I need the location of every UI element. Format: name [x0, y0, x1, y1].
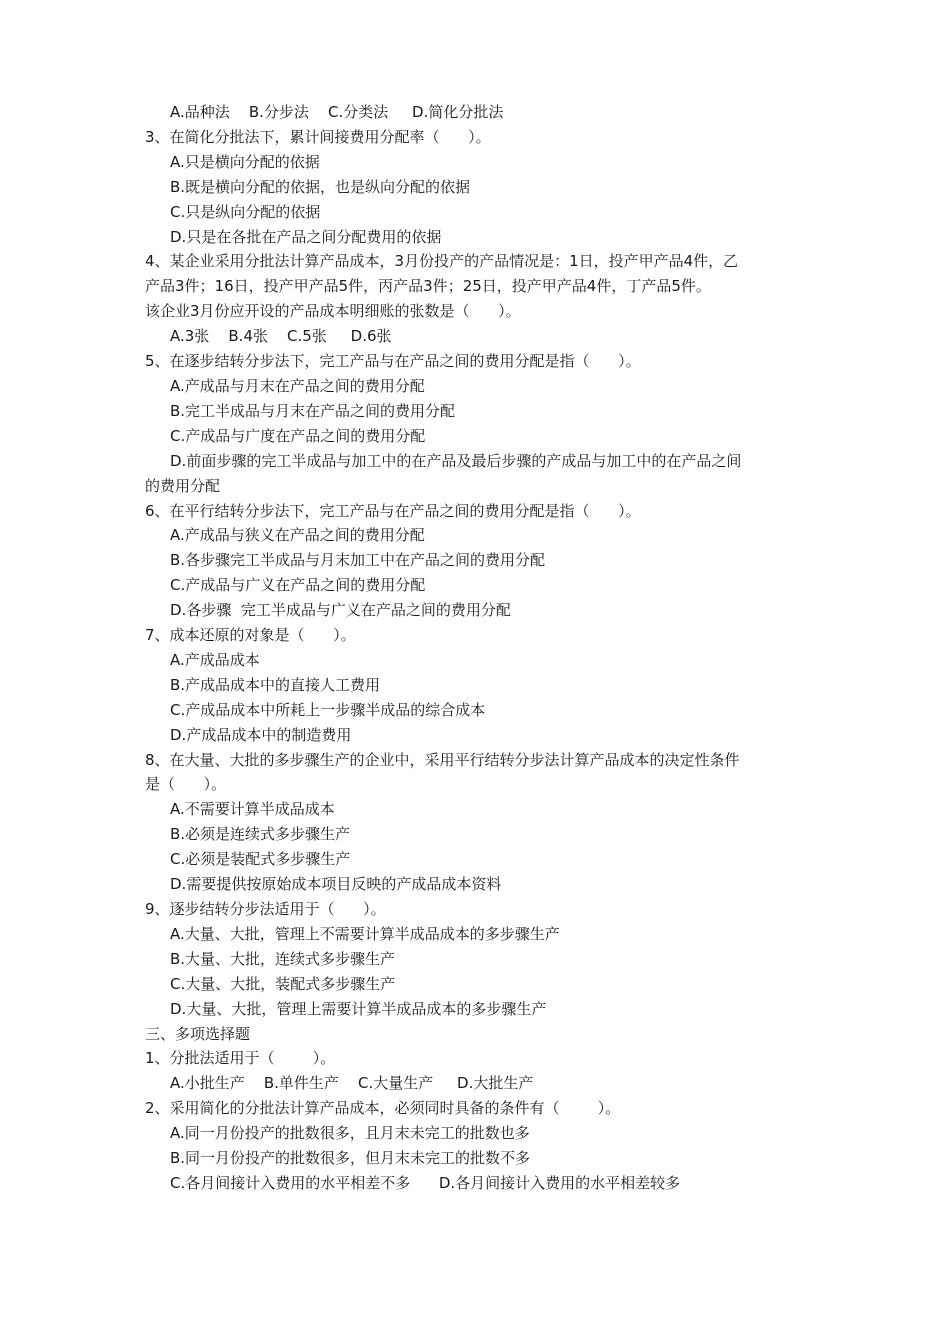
- option-line: C.各月间接计入费用的水平相差不多 D.各月间接计入费用的水平相差较多: [170, 1173, 681, 1192]
- question-5: 5、在逐步结转分步法下，完工产品与在产品之间的费用分配是指（ ）。: [145, 352, 641, 371]
- option-line: A.产成品与狭义在产品之间的费用分配: [170, 526, 425, 545]
- option-line: B.完工半成品与月末在产品之间的费用分配: [170, 401, 456, 420]
- option-line: A.品种法 B.分步法 C.分类法 D.简化分批法: [170, 103, 504, 121]
- option-line: D.需要提供按原始成本项目反映的产成品成本资料: [170, 875, 502, 894]
- question-8: 8、在大量、大批的多步骤生产的企业中，采用平行结转分步法计算产品成本的决定性条件: [145, 750, 740, 769]
- option-line: D.大量、大批，管理上需要计算半成品成本的多步骤生产: [170, 999, 547, 1018]
- option-line: C.必须是装配式多步骤生产: [170, 850, 351, 869]
- option-line: C.大量、大批，装配式多步骤生产: [170, 974, 396, 993]
- question-6: 6、在平行结转分步法下，完工产品与在产品之间的费用分配是指（ ）。: [145, 501, 641, 520]
- document-body: [145, 100, 815, 1196]
- option-line: A.只是横向分配的依据: [170, 152, 320, 171]
- option-line: B.必须是连续式多步骤生产: [170, 825, 351, 844]
- option-line: A.产成品与月末在产品之间的费用分配: [170, 376, 425, 395]
- section-heading: 三、多项选择题: [145, 1024, 251, 1043]
- question-9: 9、逐步结转分步法适用于（ ）。: [145, 900, 386, 918]
- option-line: C.产成品与广度在产品之间的费用分配: [170, 426, 426, 445]
- option-line: D.前面步骤的完工半成品与加工中的在产品及最后步骤的产成品与加工中的在产品之间: [170, 451, 742, 470]
- question-4-cont: 产品3件；16日，投产甲产品5件，丙产品3件；25日，投产甲产品4件，丁产品5件。: [145, 277, 711, 296]
- mc-question-2: 2、采用简化的分批法计算产品成本，必须同时具备的条件有（ ）。: [145, 1099, 621, 1118]
- mc-question-1: 1、分批法适用于（ ）。: [145, 1049, 336, 1068]
- option-line: B.各步骤完工半成品与月末加工中在产品之间的费用分配: [170, 551, 546, 570]
- question-4: 4、某企业采用分批法计算产品成本，3月份投产的产品情况是：1日，投产甲产品4件，乙: [145, 252, 739, 271]
- option-line: A.小批生产 B.单件生产 C.大量生产 D.大批生产: [170, 1074, 534, 1093]
- option-line: D.只是在各批在产品之间分配费用的依据: [170, 227, 442, 246]
- question-3: 3、在简化分批法下，累计间接费用分配率（ ）。: [145, 127, 491, 146]
- option-line: B.同一月份投产的批数很多，但月末未完工的批数不多: [170, 1149, 531, 1168]
- option-line: A.不需要计算半成品成本: [170, 800, 335, 819]
- option-line: B.产成品成本中的直接人工费用: [170, 675, 381, 694]
- option-line: B.既是横向分配的依据，也是纵向分配的依据: [170, 177, 471, 196]
- option-line: A.产成品成本: [170, 650, 260, 669]
- option-line: D.产成品成本中的制造费用: [170, 725, 352, 744]
- question-8-cont: 是（ ）。: [145, 775, 227, 794]
- option-line: C.产成品成本中所耗上一步骤半成品的综合成本: [170, 700, 486, 719]
- option-line: C.产成品与广义在产品之间的费用分配: [170, 576, 426, 595]
- option-line-cont: 的费用分配: [145, 476, 221, 495]
- option-line: C.只是纵向分配的依据: [170, 202, 321, 221]
- option-line: A.同一月份投产的批数很多，且月末未完工的批数也多: [170, 1124, 530, 1143]
- option-line: D.各步骤 完工半成品与广义在产品之间的费用分配: [170, 601, 511, 620]
- option-line: A.大量、大批，管理上不需要计算半成品成本的多步骤生产: [170, 924, 560, 943]
- question-4-cont: 该企业3月份应开设的产品成本明细账的张数是（ ）。: [145, 302, 521, 321]
- question-7: 7、成本还原的对象是（ ）。: [145, 626, 356, 645]
- option-line: A.3张 B.4张 C.5张 D.6张: [170, 327, 392, 346]
- option-line: B.大量、大批，连续式多步骤生产: [170, 949, 396, 968]
